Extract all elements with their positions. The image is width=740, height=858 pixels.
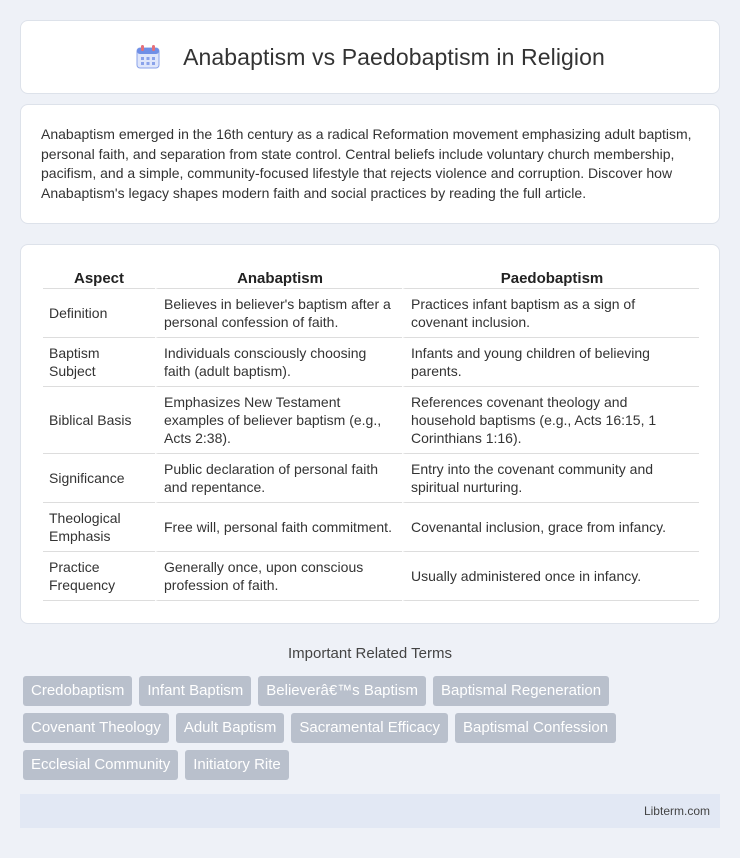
tag-credobaptism[interactable]: Credobaptism (23, 676, 132, 706)
tag-baptismal-confession[interactable]: Baptismal Confession (455, 713, 616, 743)
cell-paedobaptism: Practices infant baptism as a sign of covenant inclusion. (402, 289, 699, 338)
tag-sacramental-efficacy[interactable]: Sacramental Efficacy (291, 713, 448, 743)
cell-anabaptism: Generally once, upon conscious profession of faith. (155, 552, 402, 601)
cell-anabaptism: Believes in believer's baptism after a personal confession of faith. (155, 289, 402, 338)
cell-aspect: Theological Emphasis (43, 503, 155, 552)
table-row (43, 552, 699, 601)
header-aspect: Aspect (43, 265, 155, 289)
table-row (43, 289, 699, 338)
table-header-row (43, 265, 699, 289)
cell-paedobaptism: References covenant theology and household baptisms (e.g., Acts 16:15, 1 Corinthians 1:16). (402, 387, 699, 454)
calendar-icon (135, 44, 161, 70)
cell-aspect: Significance (43, 454, 155, 503)
table-row (43, 454, 699, 503)
tag-believers-baptism[interactable]: Believerâ€™s Baptism (258, 676, 426, 706)
comparison-card (20, 244, 720, 624)
cell-anabaptism: Public declaration of personal faith and repentance. (155, 454, 402, 503)
header-paedobaptism: Paedobaptism (402, 265, 699, 289)
table-row (43, 503, 699, 552)
header-anabaptism: Anabaptism (155, 265, 402, 289)
cell-paedobaptism: Covenantal inclusion, grace from infancy. (402, 503, 699, 552)
footer-site-link[interactable]: Libterm.com (643, 804, 710, 818)
table-row (43, 387, 699, 454)
tag-covenant-theology[interactable]: Covenant Theology (23, 713, 169, 743)
cell-anabaptism: Emphasizes New Testament examples of believer baptism (e.g., Acts 2:38). (155, 387, 402, 454)
cell-paedobaptism: Entry into the covenant community and spiritual nurturing. (402, 454, 699, 503)
cell-paedobaptism: Infants and young children of believing parents. (402, 338, 699, 387)
cell-anabaptism: Individuals consciously choosing faith (adult baptism). (155, 338, 402, 387)
tag-initiatory-rite[interactable]: Initiatory Rite (185, 750, 289, 780)
header-card (20, 20, 720, 94)
intro-text: Anabaptism emerged in the 16th century as a radical Reformation movement emphasizing adult baptism, personal faith, and separation from state control. Central beliefs include voluntary church membership, pacifism, and a simple, community-focused lifestyle that rejects violence and corruption. Discover how Anabaptism's legacy shapes modern faith and social practices by reading the full article. (41, 126, 692, 201)
intro-card (20, 104, 720, 224)
cell-anabaptism: Free will, personal faith commitment. (155, 503, 402, 552)
related-terms-tags (23, 676, 723, 780)
footer (20, 794, 720, 828)
tag-infant-baptism[interactable]: Infant Baptism (139, 676, 251, 706)
cell-aspect: Definition (43, 289, 155, 338)
cell-aspect: Biblical Basis (43, 387, 155, 454)
cell-aspect: Practice Frequency (43, 552, 155, 601)
tag-ecclesial-community[interactable]: Ecclesial Community (23, 750, 178, 780)
page-title: Anabaptism vs Paedobaptism in Religion (183, 43, 605, 70)
related-terms-title: Important Related Terms (288, 645, 452, 662)
tag-baptismal-regeneration[interactable]: Baptismal Regeneration (433, 676, 609, 706)
tag-adult-baptism[interactable]: Adult Baptism (176, 713, 285, 743)
cell-aspect: Baptism Subject (43, 338, 155, 387)
comparison-table (43, 265, 699, 601)
table-row (43, 338, 699, 387)
cell-paedobaptism: Usually administered once in infancy. (402, 552, 699, 601)
